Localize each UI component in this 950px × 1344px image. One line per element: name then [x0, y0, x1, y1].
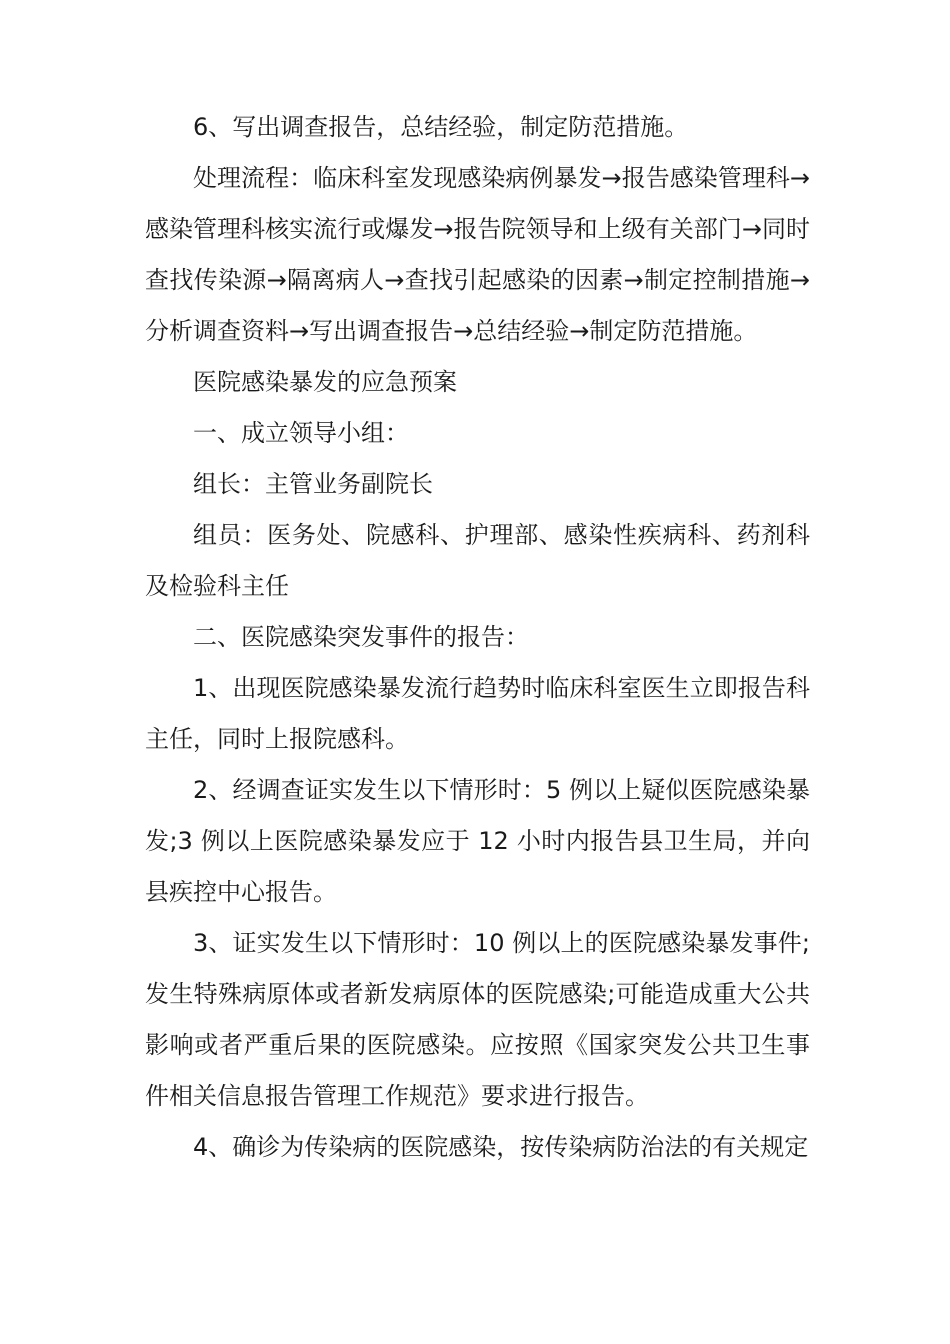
subheading-incident-reporting: 二、医院感染突发事件的报告： [193, 623, 529, 651]
paragraph-report-item-1: 1、出现医院感染暴发流行趋势时临床科室医生立即报告科主任，同时上报院感科。 [145, 674, 810, 753]
paragraph-step-6: 6、写出调查报告，总结经验，制定防范措施。 [193, 113, 689, 141]
paragraph-group-members: 组员：医务处、院感科、护理部、感染性疾病科、药剂科及检验科主任 [145, 521, 810, 600]
paragraph-report-item-2: 2、经调查证实发生以下情形时：5 例以上疑似医院感染暴发;3 例以上医院感染暴发应于 12 小时内报告县卫生局，并向县疾控中心报告。 [145, 776, 810, 906]
paragraph-group-leader: 组长：主管业务副院长 [193, 470, 433, 498]
paragraph-report-item-4: 4、确诊为传染病的医院感染，按传染病防治法的有关规定 [193, 1133, 809, 1161]
section-heading-emergency-plan: 医院感染暴发的应急预案 [193, 368, 457, 396]
paragraph-process-flow: 处理流程：临床科室发现感染病例暴发→报告感染管理科→感染管理科核实流行或爆发→报告院领导和上级有关部门→同时查找传染源→隔离病人→查找引起感染的因素→制定控制措施→分析调查资料→写出调查报告→总结经验→制定防范措施。 [145, 164, 810, 345]
document-body [145, 102, 810, 1173]
paragraph-report-item-3: 3、证实发生以下情形时：10 例以上的医院感染暴发事件;发生特殊病原体或者新发病原体的医院感染;可能造成重大公共影响或者严重后果的医院感染。应按照《国家突发公共卫生事件相关信息报告管理工作规范》要求进行报告。 [145, 929, 810, 1110]
subheading-leadership-group: 一、成立领导小组： [193, 419, 409, 447]
